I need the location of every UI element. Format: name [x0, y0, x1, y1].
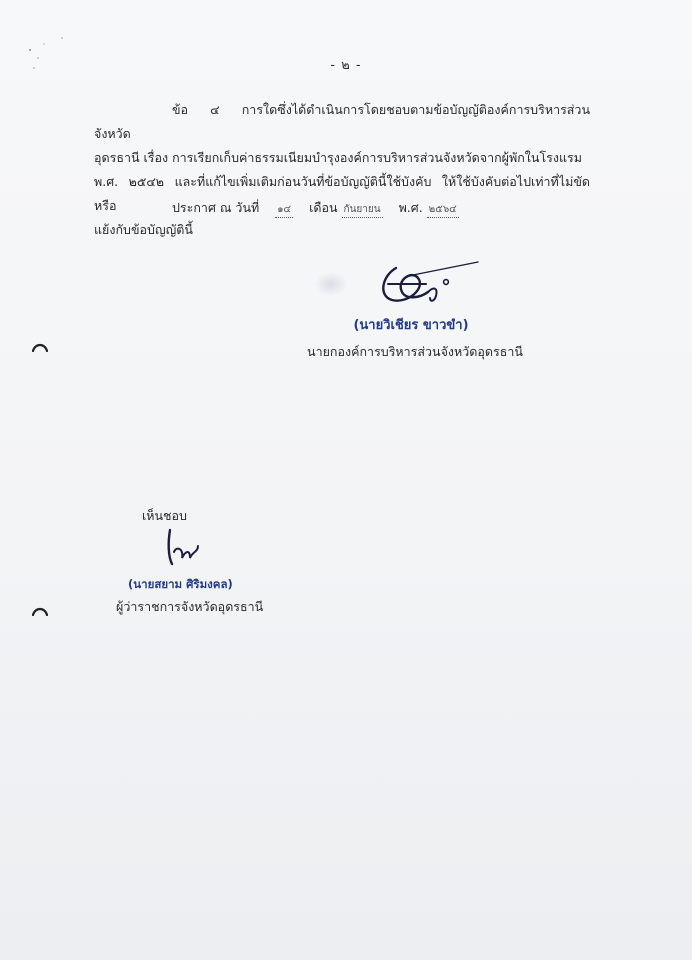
paragraph-line-4: แย้งกับข้อบัญญัตินี้: [94, 222, 193, 237]
announcement-day: ๑๔: [275, 203, 293, 218]
signatory-1-name: (นายวิเชียร ขาวขำ): [353, 318, 469, 333]
announcement-date-line: [172, 198, 592, 218]
announcement-month: กันยายน: [342, 203, 383, 218]
paragraph-line-2: อุดรธานี เรื่อง การเรียกเก็บค่าธรรมเนียมบำรุงองค์การบริหารส่วนจังหวัดจากผู้พักในโรงแรม: [94, 150, 582, 165]
page-number: - ๒ -: [330, 58, 362, 73]
signature-2-icon: [164, 522, 204, 568]
signature-1-icon: [368, 258, 488, 310]
approval-label: เห็นชอบ: [142, 508, 187, 523]
announcement-prefix: ประกาศ ณ วันที่: [172, 200, 260, 215]
signatory-1-position: นายกองค์การบริหารส่วนจังหวัดอุดรธานี: [307, 344, 523, 359]
punch-hole-mark: [32, 606, 48, 616]
punch-hole-mark: [32, 342, 48, 352]
ink-smudge: [314, 272, 348, 296]
paragraph-line-1: ข้อ ๔ การใดซึ่งได้ดำเนินการโดยชอบตามข้อบัญญัติองค์การบริหารส่วนจังหวัด: [94, 102, 590, 141]
year-label: พ.ศ.: [398, 200, 423, 215]
paragraph-line-3: พ.ศ. ๒๕๔๒ และที่แก้ไขเพิ่มเติมก่อนวันที่ข้อบัญญัตินี้ใช้บังคับ ให้ใช้บังคับต่อไปเท่าที่ไม่ขัดหรือ: [94, 174, 590, 213]
approver-position: ผู้ว่าราชการจังหวัดอุดรธานี: [116, 599, 264, 614]
article-paragraph: [94, 98, 590, 242]
month-label: เดือน: [309, 200, 338, 215]
approver-name: (นายสยาม ศิริมงคล): [128, 577, 233, 591]
announcement-year: ๒๕๖๔: [427, 203, 459, 218]
